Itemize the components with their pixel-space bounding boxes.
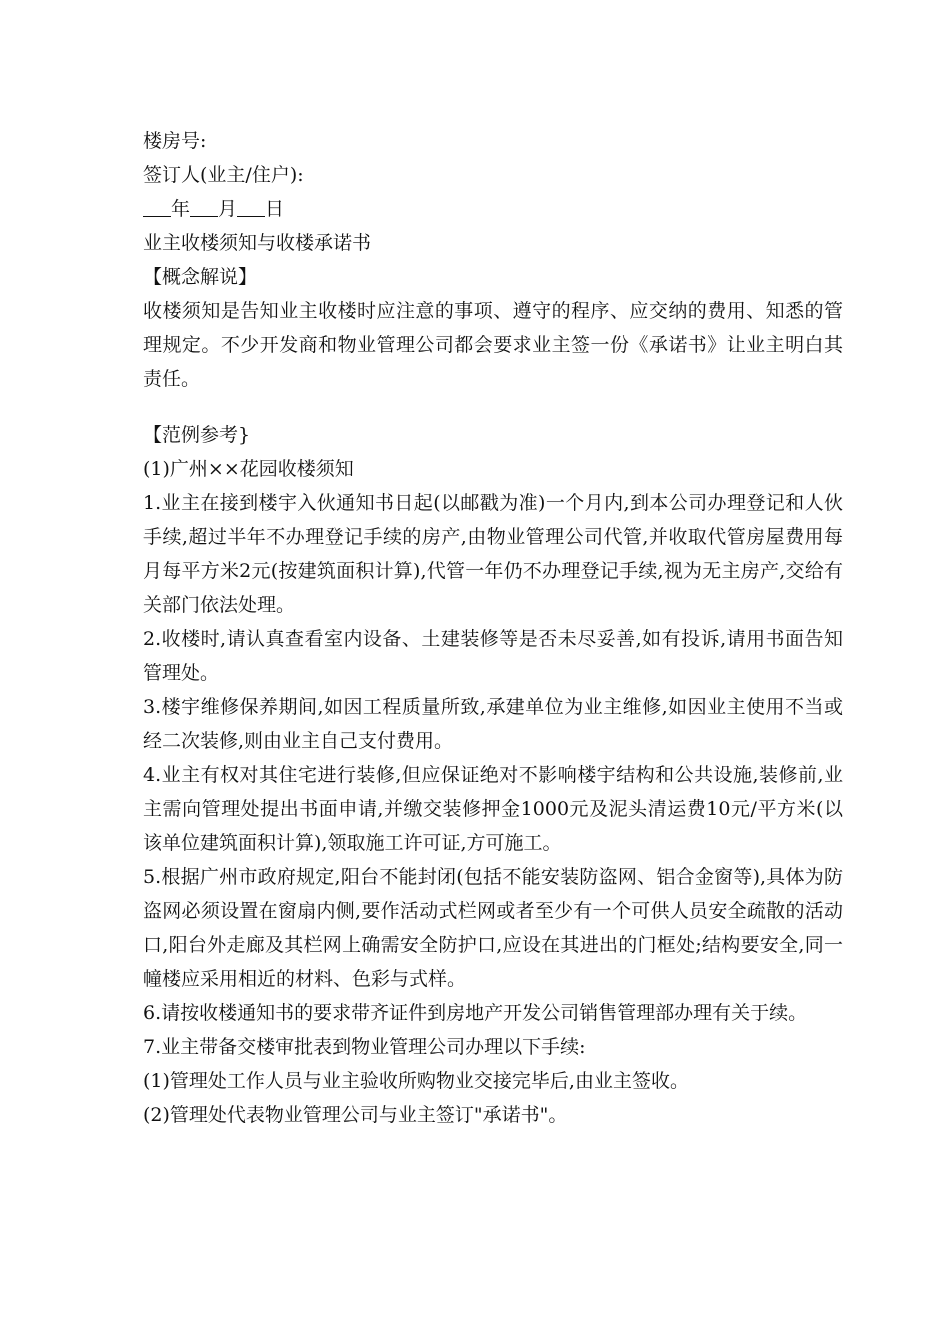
document-title: 业主收楼须知与收楼承诺书	[143, 232, 372, 254]
concept-paragraph: 收楼须知是告知业主收楼时应注意的事项、遵守的程序、应交纳的费用、知悉的管理规定。不少开发商和物业管理公司都会要求业主签一份《承诺书》让业主明白其责任。	[143, 300, 843, 390]
list-item: 4.业主有权对其住宅进行装修,但应保证绝对不影响楼宇结构和公共设施,装修前,业主需向管理处提出书面申请,并缴交装修押金1000元及泥头清运费10元/平方米(以该单位建筑面积计算),领取施工许可证,方可施工。	[143, 764, 843, 854]
signer-label: 签订人(业主/住户):	[143, 164, 304, 186]
list-item: 1.业主在接到楼宇入伙通知书日起(以邮戳为准)一个月内,到本公司办理登记和人伙手续,超过半年不办理登记手续的房产,由物业管理公司代管,并收取代管房屋费用每月每平方米2元(按建筑面积计算),代管一年仍不办理登记手续,视为无主房产,交给有关部门依法处理。	[143, 492, 843, 616]
list-item: 7.业主带备交楼审批表到物业管理公司办理以下手续:	[143, 1036, 586, 1058]
list-item: (1)管理处工作人员与业主验收所购物业交接完毕后,由业主签收。	[143, 1070, 689, 1092]
example-title: (1)广州××花园收楼须知	[143, 458, 354, 480]
list-item: (2)管理处代表物业管理公司与业主签订"承诺书"。	[143, 1104, 568, 1126]
document-page	[143, 124, 843, 1132]
date-line	[143, 192, 843, 226]
example-heading: 【范例参考}	[143, 424, 251, 446]
day-label: 日	[265, 198, 285, 220]
year-blank	[143, 198, 171, 217]
list-item: 5.根据广州市政府规定,阳台不能封闭(包括不能安装防盗网、铝合金窗等),具体为防盗网必须设置在窗扇内侧,要作活动式栏网或者至少有一个可供人员安全疏散的活动口,阳台外走廊及其栏网上确需安全防护口,应设在其进出的门框处;结构要安全,同一幢楼应采用相近的材料、色彩与式样。	[143, 866, 843, 990]
list-item: 2.收楼时,请认真查看室内设备、土建装修等是否未尽妥善,如有投诉,请用书面告知管理处。	[143, 628, 843, 684]
concept-heading: 【概念解说】	[143, 266, 258, 288]
month-blank	[190, 198, 218, 217]
building-number-label: 楼房号:	[143, 130, 207, 152]
list-item: 6.请按收楼通知书的要求带齐证件到房地产开发公司销售管理部办理有关于续。	[143, 1002, 808, 1024]
section-spacer	[143, 396, 843, 418]
month-label: 月	[218, 198, 238, 220]
list-item: 3.楼宇维修保养期间,如因工程质量所致,承建单位为业主维修,如因业主使用不当或经二次装修,则由业主自己支付费用。	[143, 696, 843, 752]
day-blank	[237, 198, 265, 217]
year-label: 年	[171, 198, 191, 220]
